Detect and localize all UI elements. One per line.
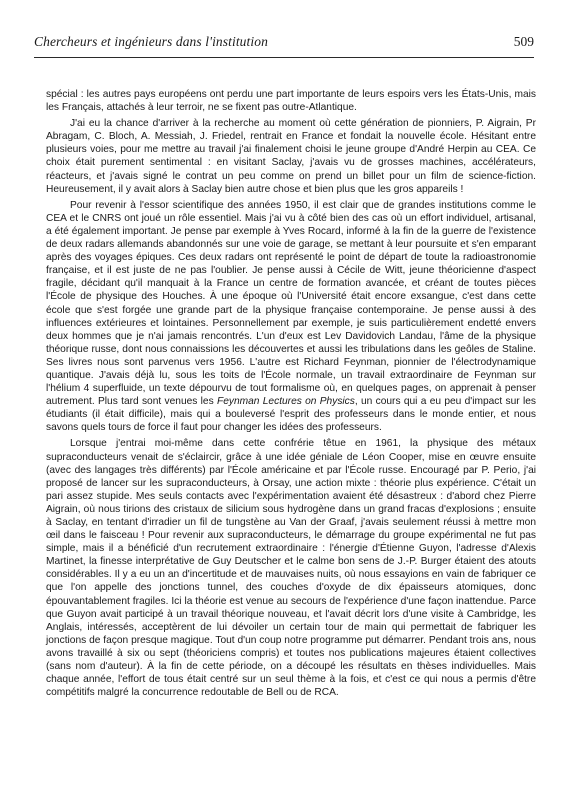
page-number: 509: [513, 34, 534, 49]
feynman-lectures-title: Feynman Lectures on Physics: [217, 396, 355, 408]
header-rule: [34, 57, 534, 58]
page-header: [34, 34, 534, 56]
body-text: [46, 88, 536, 702]
paragraph-3-text-before: Pour revenir à l'essor scientifique des années 1950, il est clair que de grandes institutions comme le CEA et le CNRS ont joué un rôle essentiel. Mais j'ai vu à côté bien des cas où un effort individuel, artisanal, a été également important. Je pense par exemple à Yves Rocard, informé à la fin de la guerre de l'existence de deux radars allemands abandonnés sur une voie de garage, se mettant à leur poursuite et s'en emparant après des voyages épiques. Ces deux radars ont représenté le point de départ de toute la radioastronomie française, et il est juste de ne pas l'oublier. Je pense aussi à Cécile de Witt, jeune théoricienne d'aspect fragile, décidant qu'il manquait à la France un centre de formation avancée, et créant de toutes pièces l'École de physique des Houches. À une époque où l'Université était encore exsangue, c'est dans cette école que s'est forgée une grande part de la physique française contemporaine. Je pense aussi à des influences extérieures et lointaines. Personnellement par exemple, je suis particulièrement endetté envers deux hommes que je n'ai jamais rencontrés. L'un d'eux est Lev Davidovich Landau, l'âme de la physique théorique russe, dont nous connaissions les découvertes et aussi les tribulations dans les geôles de Staline. Ses livres nous sont parvenus vers 1956. L'autre est Richard Feynman, pionnier de l'électrodynamique quantique. J'avais déjà lu, sous les toits de l'École normale, un travail extraordinaire de Feynman sur l'hélium 4 superfluide, un texte dépourvu de tout formalisme où, en quelques pages, on apprenait à penser autrement. Plus tard sont venues les: [46, 199, 536, 408]
paragraph-1: spécial : les autres pays européens ont perdu une part importante de leurs espoirs vers les États-Unis, mais les Français, attachés à leur terroir, ne se fixent pas outre-Atlantique.: [46, 89, 536, 114]
paragraph-2: J'ai eu la chance d'arriver à la recherche au moment où cette génération de pionniers, P. Aigrain, Pr Abragam, C. Bloch, A. Messiah, J. Friedel, rentrait en France et fondait la nouvelle école. Hésitant entre plusieurs voies, pour me mettre au travail j'ai finalement choisi le jeune groupe d'André Herpin au CEA. Ce choix était purement sentimental : en visitant Saclay, j'avais vu de grosses machines, accélérateurs, réacteurs, et j'avais signé le contrat un peu comme on prend un billet pour un film de science-fiction. Heureusement, il y avait alors à Saclay bien autre chose et bien plus que les gros appareils !: [46, 118, 536, 195]
paragraph-3: [46, 199, 536, 435]
paragraph-4: Lorsque j'entrai moi-même dans cette confrérie têtue en 1961, la physique des métaux supraconducteurs venait de s'éclaircir, grâce à une idée géniale de Léon Cooper, mise en œuvre ensuite (avec des langages très différents) par l'École américaine et par l'École russe. Encouragé par P. Perio, j'ai proposé de lancer sur les supraconducteurs, à Orsay, une action mixte : théorie plus expérience. C'était un pari assez stupide. Mes seuls contacts avec l'expérimentation avaient été désastreux : d'abord chez Pierre Aigrain, où nous tirions des cristaux de silicium sous hydrogène dans un grand fracas d'explosions ; ensuite à Saclay, en tentant d'irradier un fil de tungstène au Van der Graaf, j'avais seulement réussi à mettre mon œil dans le faisceau ! Pour revenir aux supraconducteurs, le démarrage du groupe expérimental ne fut pas simple, mais il a bénéficié d'un recrutement extraordinaire : l'énergie d'Étienne Guyon, l'adresse d'Alexis Martinet, la finesse interprétative de Guy Deutscher et le calme bon sens de J.-P. Burger étaient des atouts considérables. Il y a eu un an d'incertitude et de mauvaises nuits, où nous essayions en vain de fabriquer ce que l'on appelle des jonctions tunnel, des couches d'oxyde de dix épaisseurs atomiques, donc épouvantablement fragiles. Ici la théorie est venue au secours de l'expérience d'une façon inattendue. Parce que Guyon avait participé à un travail théorique nouveau, et l'avait décrit lors d'une visite à Cambridge, les Anglais, intéressés, acceptèrent de lui dévoiler un certain tour de main qui permettait de fabriquer les jonctions de façon presque magique. Tout d'un coup notre programme put démarrer. Pendant trois ans, nous avons travaillé à six ou sept (théoriciens compris) et toutes nos publications majeures étaient collectives (sans nom d'auteur). À la fin de cette période, on a découpé les résultats en thèses individuelles. Mais chaque année, l'effort de tous était centré sur un seul thème à la fois, et c'est ce qui nous a permis d'être compétitifs malgré la concurrence redoutable de Bell ou de RCA.: [46, 438, 536, 699]
running-head: Chercheurs et ingénieurs dans l'institution: [34, 34, 268, 49]
paragraph-3-text-after: , un cours qui a eu peu d'impact sur les étudiants (il était difficile), mais qui a bouleversé l'esprit des professeurs dans le monde entier, et nous savons quels tours de force il faut pour changer les idées des professeurs.: [46, 396, 537, 434]
